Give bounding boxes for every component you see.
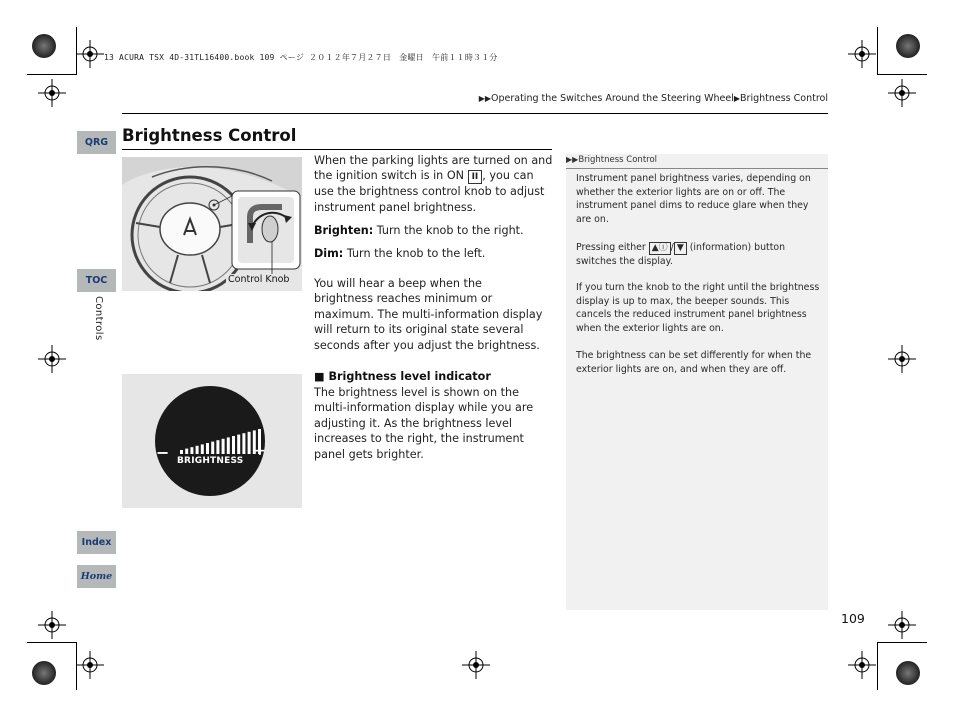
section-tab-controls: Controls xyxy=(93,296,104,341)
brightness-bar xyxy=(196,446,199,454)
breadcrumb-arrow-icon: ▶▶ xyxy=(478,94,491,103)
breadcrumb-section[interactable]: Operating the Switches Around the Steering Wheel xyxy=(491,93,734,104)
brighten-label: Brighten: xyxy=(314,224,374,237)
brighten-text: Turn the knob to the right. xyxy=(373,224,524,237)
breadcrumb-arrow-icon: ▶ xyxy=(733,94,741,103)
brightness-bar xyxy=(211,442,214,454)
info-up-button-icon: ▲ⓘ xyxy=(649,242,671,255)
minus-symbol: − xyxy=(156,443,170,462)
sidebar-heading-text: Brightness Control xyxy=(578,155,658,165)
brightness-bar xyxy=(232,436,235,454)
info-down-button-icon: ▼ xyxy=(674,242,687,255)
brightness-label: BRIGHTNESS xyxy=(177,456,244,466)
ignition-on-key: II xyxy=(468,170,483,184)
intro-paragraph xyxy=(314,153,554,215)
page-title: Brightness Control xyxy=(122,126,297,145)
title-rule xyxy=(122,149,552,150)
brightness-bar xyxy=(248,432,251,454)
page-number: 109 xyxy=(841,611,865,626)
plus-symbol: + xyxy=(254,443,266,459)
indicator-heading: ■ Brightness level indicator xyxy=(314,370,491,383)
brightness-bar xyxy=(216,440,219,454)
dim-paragraph xyxy=(314,246,554,261)
sidebar-note-2 xyxy=(576,241,820,269)
dim-text: Turn the knob to the left. xyxy=(343,247,486,260)
toc-button[interactable]: TOC xyxy=(77,269,116,292)
brightness-display-figure xyxy=(122,374,302,508)
home-button[interactable]: Home xyxy=(77,565,116,588)
note-2-text: Pressing either xyxy=(576,242,649,253)
brightness-bar xyxy=(227,437,230,454)
breadcrumb-page: Brightness Control xyxy=(740,93,828,104)
brightness-bar xyxy=(222,439,225,454)
brightness-bar xyxy=(242,433,245,454)
sidebar-notes-heading xyxy=(566,155,828,165)
sidebar-rule xyxy=(566,168,828,169)
sidebar-note-4: The brightness can be set differently for when the exterior lights are on, and when they are off. xyxy=(576,350,812,375)
print-header: 13 ACURA TSX 4D-31TL16400.book 109 ページ ２０１２年７月２７日 金曜日 午前１１時３１分 xyxy=(104,53,498,62)
note-2-text-cont: (information) button switches the display. xyxy=(576,242,786,267)
brightness-display-illustration xyxy=(122,374,302,508)
sidebar-note-3: If you turn the knob to the right until the brightness display is up to max, the beeper sounds. This cancels the reduced instrument panel brightness when the exterior lights are on. xyxy=(576,282,820,334)
brightness-bar xyxy=(201,444,204,454)
note-arrow-icon: ▶▶ xyxy=(566,155,579,164)
beep-paragraph: You will hear a beep when the brightness reaches minimum or maximum. The multi-information display will return to its original state several seconds after you adjust the brightness. xyxy=(314,277,543,352)
note-2-sep: / xyxy=(670,242,674,253)
sidebar-note-1: Instrument panel brightness varies, depending on whether the exterior lights are on or off. The instrument panel dims to reduce glare when they are on. xyxy=(576,173,811,225)
steering-wheel-illustration xyxy=(122,157,302,291)
brightness-bar xyxy=(206,443,209,454)
intro-text: When the parking lights are turned on and the ignition switch is in ON xyxy=(314,154,553,183)
intro-text-cont: , you can use the brightness control knob to adjust instrument panel brightness. xyxy=(314,169,545,214)
index-button[interactable]: Index xyxy=(77,531,116,554)
brightness-bar xyxy=(237,435,240,454)
brightness-bar xyxy=(185,449,188,454)
qrg-button[interactable]: QRG xyxy=(77,131,116,154)
brighten-paragraph xyxy=(314,223,554,238)
steering-wheel-figure xyxy=(122,157,302,291)
indicator-paragraph: The brightness level is shown on the multi-information display while you are adjusting it. As the brightness level increases to the right, the instrument panel gets brighter. xyxy=(314,386,534,461)
brightness-bar xyxy=(190,447,193,454)
dim-label: Dim: xyxy=(314,247,344,260)
header-rule xyxy=(122,113,828,114)
brightness-bar xyxy=(180,450,183,454)
control-knob-callout: Control Knob xyxy=(228,274,290,285)
breadcrumb xyxy=(479,93,828,104)
